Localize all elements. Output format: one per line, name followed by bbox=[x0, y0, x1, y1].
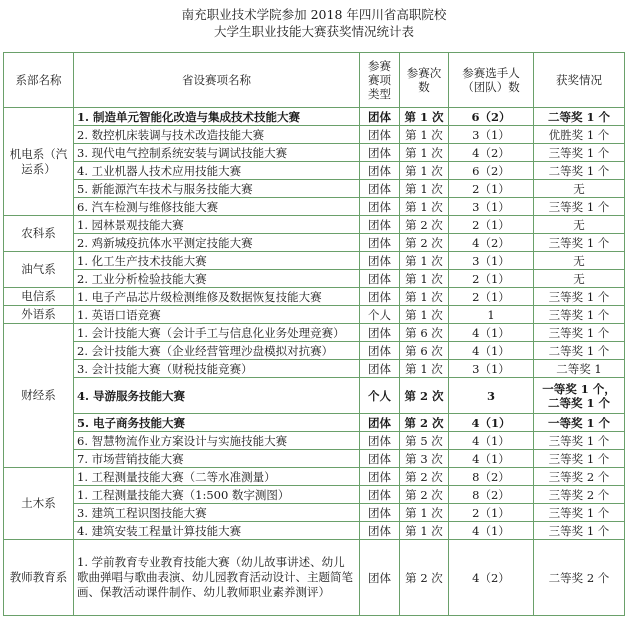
award-result: 三等奖 1 个 bbox=[534, 198, 625, 216]
contest-times: 第 2 次 bbox=[400, 486, 449, 504]
contestant-count: 4（1） bbox=[449, 342, 534, 360]
dept-cell: 土木系 bbox=[4, 468, 74, 540]
contest-times: 第 2 次 bbox=[400, 540, 449, 616]
award-result: 三等奖 1 个 bbox=[534, 504, 625, 522]
table-row bbox=[4, 288, 625, 306]
contest-type: 团体 bbox=[360, 468, 400, 486]
dept-cell: 财经系 bbox=[4, 324, 74, 468]
table-row bbox=[4, 306, 625, 324]
contestant-count: 4（1） bbox=[449, 324, 534, 342]
contestant-count: 4（2） bbox=[449, 540, 534, 616]
contest-type: 团体 bbox=[360, 252, 400, 270]
contestant-count: 4（1） bbox=[449, 414, 534, 432]
dept-cell: 教师教育系 bbox=[4, 540, 74, 616]
contest-times: 第 1 次 bbox=[400, 252, 449, 270]
contest-name: 1. 电子产品芯片级检测维修及数据恢复技能大赛 bbox=[74, 288, 360, 306]
contest-type: 团体 bbox=[360, 216, 400, 234]
header-type: 参赛赛项类型 bbox=[360, 53, 400, 108]
contest-name: 1. 英语口语竞赛 bbox=[74, 306, 360, 324]
contest-name: 3. 会计技能大赛（财税技能竞赛） bbox=[74, 360, 360, 378]
contest-times: 第 1 次 bbox=[400, 288, 449, 306]
contest-type: 个人 bbox=[360, 378, 400, 414]
award-result: 二等奖 1 个 bbox=[534, 342, 625, 360]
header-row bbox=[4, 53, 625, 108]
award-result: 三等奖 1 个 bbox=[534, 432, 625, 450]
contest-times: 第 5 次 bbox=[400, 432, 449, 450]
contest-type: 团体 bbox=[360, 144, 400, 162]
contest-type: 团体 bbox=[360, 108, 400, 126]
contest-name: 1. 会计技能大赛（会计手工与信息化业务处理竞赛） bbox=[74, 324, 360, 342]
table-row bbox=[4, 414, 625, 432]
contest-type: 团体 bbox=[360, 414, 400, 432]
contestant-count: 6（2） bbox=[449, 162, 534, 180]
contest-type: 团体 bbox=[360, 450, 400, 468]
award-result: 三等奖 1 个 bbox=[534, 144, 625, 162]
title-line-2: 大学生职业技能大赛获奖情况统计表 bbox=[213, 24, 414, 39]
contest-name: 6. 智慧物流作业方案设计与实施技能大赛 bbox=[74, 432, 360, 450]
table-row bbox=[4, 504, 625, 522]
award-result: 三等奖 2 个 bbox=[534, 468, 625, 486]
contest-times: 第 1 次 bbox=[400, 504, 449, 522]
contest-type: 团体 bbox=[360, 486, 400, 504]
table-row bbox=[4, 234, 625, 252]
contest-times: 第 1 次 bbox=[400, 522, 449, 540]
award-result: 一等奖 1 个 bbox=[534, 414, 625, 432]
contest-name: 3. 现代电气控制系统安装与调试技能大赛 bbox=[74, 144, 360, 162]
dept-cell: 农科系 bbox=[4, 216, 74, 252]
contest-times: 第 1 次 bbox=[400, 180, 449, 198]
table-row bbox=[4, 162, 625, 180]
award-result: 三等奖 1 个 bbox=[534, 306, 625, 324]
contest-times: 第 2 次 bbox=[400, 468, 449, 486]
contest-name: 5. 电子商务技能大赛 bbox=[74, 414, 360, 432]
title-line-1: 南充职业技术学院参加 2018 年四川省高职院校 bbox=[181, 7, 447, 22]
contest-type: 团体 bbox=[360, 126, 400, 144]
contest-name: 1. 工程测量技能大赛（二等水准测量） bbox=[74, 468, 360, 486]
table-row bbox=[4, 522, 625, 540]
contest-type: 个人 bbox=[360, 306, 400, 324]
table-row bbox=[4, 468, 625, 486]
table-row bbox=[4, 144, 625, 162]
contest-times: 第 1 次 bbox=[400, 108, 449, 126]
contestant-count: 3 bbox=[449, 378, 534, 414]
table-row bbox=[4, 486, 625, 504]
contestant-count: 3（1） bbox=[449, 198, 534, 216]
contest-name: 2. 会计技能大赛（企业经营管理沙盘模拟对抗赛） bbox=[74, 342, 360, 360]
contestant-count: 4（2） bbox=[449, 144, 534, 162]
table-row bbox=[4, 252, 625, 270]
contest-times: 第 1 次 bbox=[400, 270, 449, 288]
contest-name: 4. 工业机器人技术应用技能大赛 bbox=[74, 162, 360, 180]
contest-name: 2. 数控机床装调与技术改造技能大赛 bbox=[74, 126, 360, 144]
contestant-count: 8（2） bbox=[449, 468, 534, 486]
award-result: 三等奖 1 个 bbox=[534, 522, 625, 540]
contestant-count: 2（1） bbox=[449, 216, 534, 234]
award-result: 无 bbox=[534, 270, 625, 288]
header-award: 获奖情况 bbox=[534, 53, 625, 108]
contest-type: 团体 bbox=[360, 162, 400, 180]
contest-name: 1. 园林景观技能大赛 bbox=[74, 216, 360, 234]
award-result: 一等奖 1 个，二等奖 1 个 bbox=[534, 378, 625, 414]
table-row bbox=[4, 432, 625, 450]
table-row bbox=[4, 216, 625, 234]
contest-name: 1. 工程测量技能大赛（1:500 数字测图） bbox=[74, 486, 360, 504]
contest-times: 第 1 次 bbox=[400, 162, 449, 180]
table-row bbox=[4, 450, 625, 468]
contest-name: 7. 市场营销技能大赛 bbox=[74, 450, 360, 468]
award-result: 三等奖 1 个 bbox=[534, 324, 625, 342]
table-row bbox=[4, 378, 625, 414]
award-result: 二等奖 1 个 bbox=[534, 108, 625, 126]
contest-times: 第 1 次 bbox=[400, 198, 449, 216]
award-result: 无 bbox=[534, 216, 625, 234]
table-row bbox=[4, 342, 625, 360]
contest-type: 团体 bbox=[360, 180, 400, 198]
contest-name: 3. 建筑工程识图技能大赛 bbox=[74, 504, 360, 522]
contestant-count: 6（2） bbox=[449, 108, 534, 126]
contest-type: 团体 bbox=[360, 540, 400, 616]
contest-name: 1. 化工生产技术技能大赛 bbox=[74, 252, 360, 270]
award-result: 三等奖 1 个 bbox=[534, 450, 625, 468]
award-result: 优胜奖 1 个 bbox=[534, 126, 625, 144]
table-row bbox=[4, 540, 625, 616]
contestant-count: 2（1） bbox=[449, 288, 534, 306]
contest-times: 第 6 次 bbox=[400, 324, 449, 342]
award-result: 三等奖 2 个 bbox=[534, 486, 625, 504]
header-name: 省设赛项名称 bbox=[74, 53, 360, 108]
contest-times: 第 2 次 bbox=[400, 414, 449, 432]
contestant-count: 3（1） bbox=[449, 360, 534, 378]
contestant-count: 2（1） bbox=[449, 270, 534, 288]
dept-cell: 外语系 bbox=[4, 306, 74, 324]
table-row bbox=[4, 126, 625, 144]
header-times: 参赛次数 bbox=[400, 53, 449, 108]
contest-type: 团体 bbox=[360, 342, 400, 360]
contest-type: 团体 bbox=[360, 504, 400, 522]
contestant-count: 4（2） bbox=[449, 234, 534, 252]
contestant-count: 3（1） bbox=[449, 252, 534, 270]
award-result: 三等奖 1 个 bbox=[534, 234, 625, 252]
award-result: 无 bbox=[534, 180, 625, 198]
contest-type: 团体 bbox=[360, 198, 400, 216]
contest-type: 团体 bbox=[360, 324, 400, 342]
contest-name: 4. 导游服务技能大赛 bbox=[74, 378, 360, 414]
header-dept: 系部名称 bbox=[4, 53, 74, 108]
contestant-count: 4（1） bbox=[449, 522, 534, 540]
table-row bbox=[4, 324, 625, 342]
table-row bbox=[4, 360, 625, 378]
award-result: 三等奖 1 个 bbox=[534, 288, 625, 306]
document-title bbox=[0, 0, 628, 50]
contest-type: 团体 bbox=[360, 432, 400, 450]
contest-times: 第 1 次 bbox=[400, 126, 449, 144]
dept-cell: 电信系 bbox=[4, 288, 74, 306]
contest-name: 1. 制造单元智能化改造与集成技术技能大赛 bbox=[74, 108, 360, 126]
contest-type: 团体 bbox=[360, 522, 400, 540]
contestant-count: 4（1） bbox=[449, 450, 534, 468]
contestant-count: 8（2） bbox=[449, 486, 534, 504]
table-row bbox=[4, 108, 625, 126]
contest-times: 第 3 次 bbox=[400, 450, 449, 468]
contest-name: 2. 工业分析检验技能大赛 bbox=[74, 270, 360, 288]
award-result: 无 bbox=[534, 252, 625, 270]
dept-cell: 油气系 bbox=[4, 252, 74, 288]
contest-times: 第 1 次 bbox=[400, 144, 449, 162]
header-count: 参赛选手人（团队）数 bbox=[449, 53, 534, 108]
contestant-count: 4（1） bbox=[449, 432, 534, 450]
contestant-count: 3（1） bbox=[449, 126, 534, 144]
award-result: 二等奖 1 个 bbox=[534, 162, 625, 180]
contest-times: 第 2 次 bbox=[400, 234, 449, 252]
contest-times: 第 1 次 bbox=[400, 360, 449, 378]
table-row bbox=[4, 180, 625, 198]
contest-name: 5. 新能源汽车技术与服务技能大赛 bbox=[74, 180, 360, 198]
contest-times: 第 2 次 bbox=[400, 378, 449, 414]
contest-name: 2. 鸡新城疫抗体水平测定技能大赛 bbox=[74, 234, 360, 252]
contest-type: 团体 bbox=[360, 234, 400, 252]
contest-type: 团体 bbox=[360, 270, 400, 288]
award-table bbox=[3, 52, 625, 616]
contestant-count: 1 bbox=[449, 306, 534, 324]
contest-name: 1. 学前教育专业教育技能大赛（幼儿故事讲述、幼儿歌曲弹唱与歌曲表演、幼儿园教育活动设计、主题简笔画、保教活动课件制作、幼儿教师职业素养测评） bbox=[74, 540, 360, 616]
contest-times: 第 2 次 bbox=[400, 216, 449, 234]
contest-times: 第 6 次 bbox=[400, 342, 449, 360]
contest-name: 6. 汽车检测与维修技能大赛 bbox=[74, 198, 360, 216]
dept-cell: 机电系（汽运系） bbox=[4, 108, 74, 216]
table-row bbox=[4, 270, 625, 288]
contest-times: 第 1 次 bbox=[400, 306, 449, 324]
contestant-count: 2（1） bbox=[449, 504, 534, 522]
contest-name: 4. 建筑安装工程量计算技能大赛 bbox=[74, 522, 360, 540]
award-result: 二等奖 1 bbox=[534, 360, 625, 378]
contestant-count: 2（1） bbox=[449, 180, 534, 198]
contest-type: 团体 bbox=[360, 288, 400, 306]
table-row bbox=[4, 198, 625, 216]
contest-type: 团体 bbox=[360, 360, 400, 378]
award-result: 二等奖 2 个 bbox=[534, 540, 625, 616]
